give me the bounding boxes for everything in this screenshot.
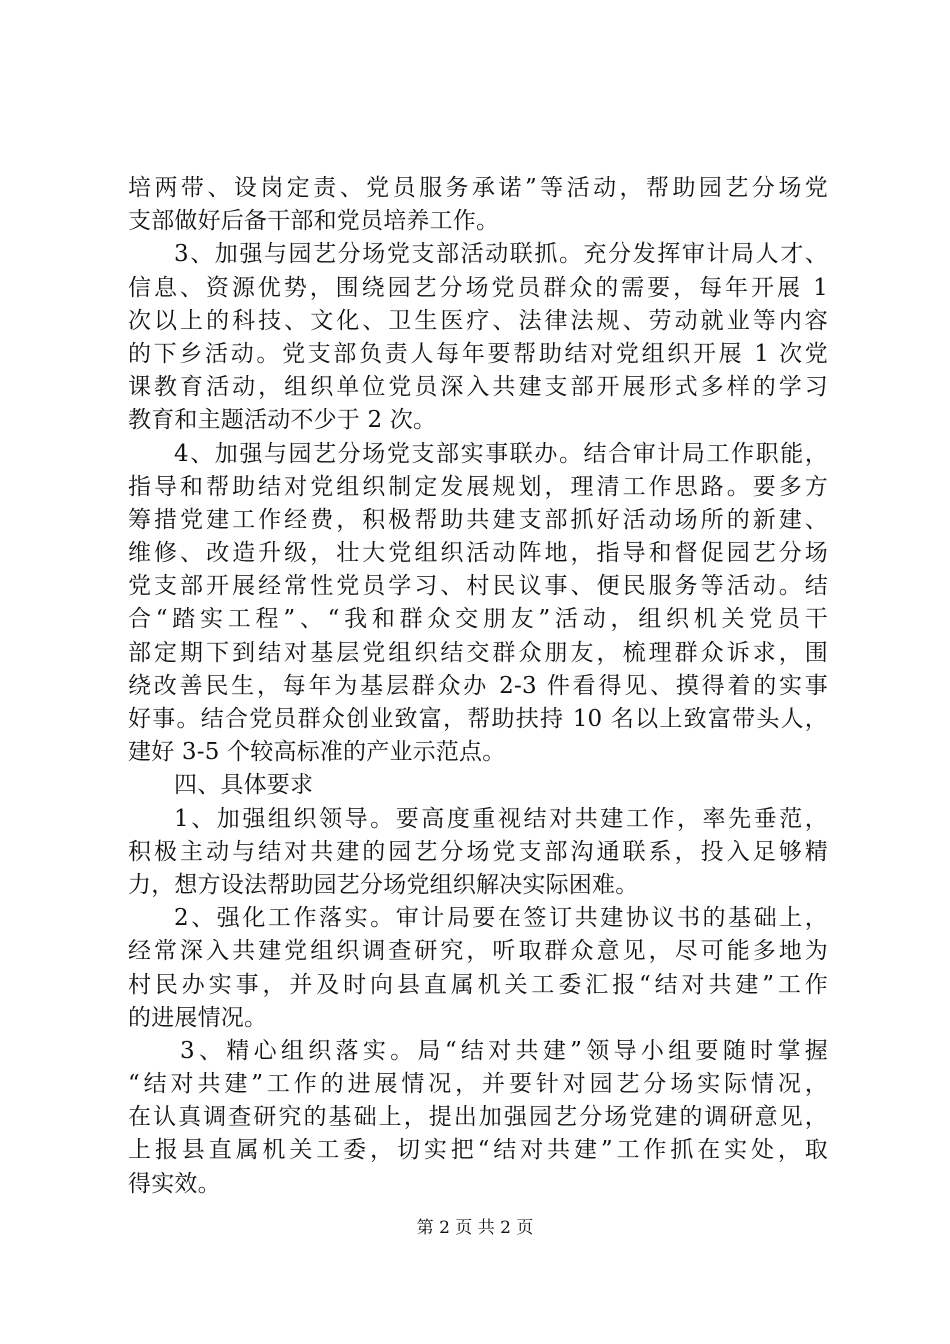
text-line: 积极主动与结对共建的园艺分场党支部沟通联系，投入足够精	[128, 838, 828, 865]
text-line: 村民办实事，并及时向县直属机关工委汇报“结对共建”工作	[128, 971, 828, 998]
text-line: 信息、资源优势，围绕园艺分场党员群众的需要，每年开展 1	[128, 274, 828, 301]
text-line: 课教育活动，组织单位党员深入共建支部开展形式多样的学习	[128, 374, 828, 401]
text-line: 党支部开展经常性党员学习、村民议事、便民服务等活动。结	[128, 573, 828, 600]
text-line: 的下乡活动。党支部负责人每年要帮助结对党组织开展 1 次党	[128, 340, 828, 367]
text-line: 次以上的科技、文化、卫生医疗、法律法规、劳动就业等内容	[128, 307, 828, 334]
text-line: 支部做好后备干部和党员培养工作。	[128, 208, 500, 235]
text-line: 上报县直属机关工委，切实把“结对共建”工作抓在实处，取	[128, 1137, 828, 1164]
paragraph-start-line: 3、精心组织落实。局“结对共建”领导小组要随时掌握	[180, 1037, 828, 1064]
paragraph-start-line: 3、加强与园艺分场党支部活动联抓。充分发挥审计局人才、	[174, 241, 828, 268]
text-line: 绕改善民生，每年为基层群众办 2-3 件看得见、摸得着的实事	[128, 672, 828, 699]
text-line: 建好 3-5 个较高标准的产业示范点。	[128, 739, 506, 766]
text-line: 维修、改造升级，壮大党组织活动阵地，指导和督促园艺分场	[128, 540, 828, 567]
text-line: 经常深入共建党组织调查研究，听取群众意见，尽可能多地为	[128, 938, 828, 965]
text-line: 指导和帮助结对党组织制定发展规划，理清工作思路。要多方	[128, 473, 828, 500]
text-line: 部定期下到结对基层党组织结交群众朋友，梳理群众诉求，围	[128, 639, 828, 666]
text-line: 的进展情况。	[128, 1004, 268, 1031]
section-heading: 四、具体要求	[174, 772, 314, 799]
text-line: 力，想方设法帮助园艺分场党组织解决实际困难。	[128, 871, 639, 898]
text-line: 在认真调查研究的基础上，提出加强园艺分场党建的调研意见，	[128, 1104, 828, 1131]
document-body	[128, 172, 828, 1201]
text-line: 筹措党建工作经费，积极帮助共建支部抓好活动场所的新建、	[128, 506, 828, 533]
page-number-footer: 第 2 页 共 2 页	[416, 1218, 534, 1238]
text-line: “结对共建”工作的进展情况，并要针对园艺分场实际情况，	[128, 1071, 828, 1098]
text-line: 培两带、设岗定责、党员服务承诺”等活动，帮助园艺分场党	[128, 175, 828, 201]
paragraph-start-line: 4、加强与园艺分场党支部实事联办。结合审计局工作职能，	[174, 440, 828, 467]
paragraph-start-line: 1、加强组织领导。要高度重视结对共建工作，率先垂范，	[174, 805, 828, 832]
paragraph-start-line: 2、强化工作落实。审计局要在签订共建协议书的基础上，	[174, 905, 828, 932]
text-line: 教育和主题活动不少于 2 次。	[128, 407, 437, 434]
text-line: 得实效。	[128, 1170, 221, 1197]
text-line: 好事。结合党员群众创业致富，帮助扶持 10 名以上致富带头人，	[128, 706, 828, 732]
text-line: 合“踏实工程”、“我和群众交朋友”活动，组织机关党员干	[128, 606, 828, 633]
